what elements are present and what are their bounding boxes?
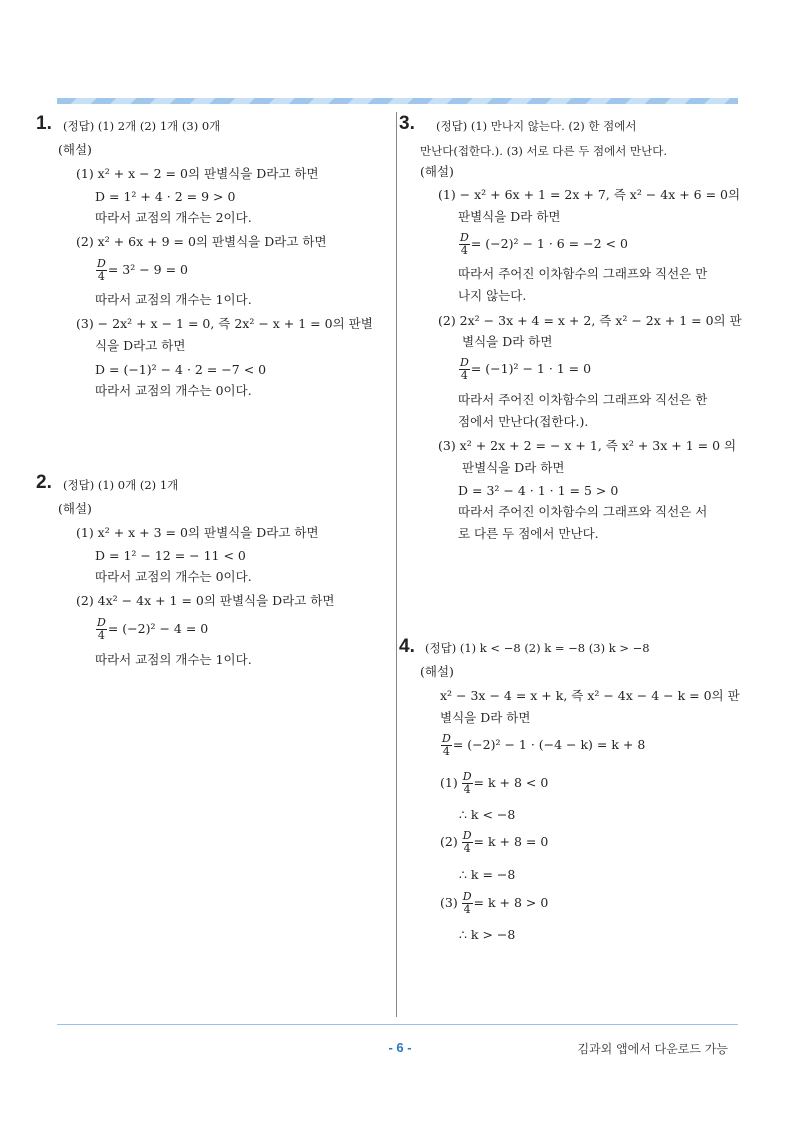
solution-line: 따라서 교점의 개수는 2이다. <box>95 210 252 225</box>
solution-line: 따라서 교점의 개수는 1이다. <box>95 292 252 307</box>
solution-label: (해설) <box>420 164 454 179</box>
solution-line: D = 1² − 12 = − 11 < 0 <box>95 548 246 563</box>
fraction-equation: (3) $\frac{D}{4}$ = k + 8 > 0 <box>440 890 549 916</box>
solution-line: 따라서 교점의 개수는 0이다. <box>95 569 252 584</box>
solution-line: 별식을 D라 하면 <box>462 334 553 349</box>
fraction: $\frac{D}{4}$ <box>97 616 106 642</box>
answer-line: 만난다(접한다.). (3) 서로 다른 두 점에서 만난다. <box>420 144 668 158</box>
solution-line: (1) x² + x − 2 = 0의 판별식을 D라고 하면 <box>76 166 319 181</box>
solution-label: (해설) <box>420 664 454 679</box>
solution-line: 판별식을 D라 하면 <box>458 209 561 224</box>
solution-line: 나지 않는다. <box>458 288 527 303</box>
solution-line: D = (−1)² − 4 · 2 = −7 < 0 <box>95 362 267 377</box>
solution-line: 따라서 주어진 이차함수의 그래프와 직선은 만 <box>458 266 708 281</box>
solution-line: ∴ k > −8 <box>459 927 516 942</box>
solution-line: ∴ k = −8 <box>459 867 516 882</box>
answer-line: (정답) (1) 0개 (2) 1개 <box>63 478 179 492</box>
solution-line: 따라서 교점의 개수는 0이다. <box>95 383 252 398</box>
fraction-equation: $\frac{D}{4}$ = (−2)² − 1 · 6 = −2 < 0 <box>460 231 628 257</box>
solution-line: ∴ k < −8 <box>459 807 516 822</box>
page-number: - 6 - <box>388 1040 412 1055</box>
solution-line: 별식을 D라 하면 <box>440 710 531 725</box>
header-stripe <box>57 98 738 104</box>
solution-line: 따라서 주어진 이차함수의 그래프와 직선은 서 <box>458 504 708 519</box>
problem-number: 1. <box>36 113 52 134</box>
solution-line: (2) 2x² − 3x + 4 = x + 2, 즉 x² − 2x + 1 = 0의 판 <box>438 313 742 328</box>
solution-label: (해설) <box>58 142 92 157</box>
solution-line: 로 다른 두 점에서 만난다. <box>458 526 599 541</box>
solution-line: 따라서 교점의 개수는 1이다. <box>95 652 252 667</box>
problem-number: 4. <box>399 636 415 657</box>
footer-app-text: 김과외 앱에서 다운로드 가능 <box>577 1042 728 1056</box>
answer-line: (정답) (1) 만나지 않는다. (2) 한 점에서 <box>436 119 637 133</box>
solution-line: (1) − x² + 6x + 1 = 2x + 7, 즉 x² − 4x + 6 = 0의 <box>438 187 741 202</box>
fraction: $\frac{D}{4}$ <box>460 356 469 382</box>
solution-line: D = 1² + 4 · 2 = 9 > 0 <box>95 189 236 204</box>
solution-line: (3) x² + 2x + 2 = − x + 1, 즉 x² + 3x + 1 = 0 의 <box>438 438 737 453</box>
problem-number: 2. <box>36 472 52 493</box>
fraction-equation: $\frac{D}{4}$ = (−2)² − 1 · (−4 − k) = k + 8 <box>442 732 646 758</box>
footer-line <box>57 1024 738 1025</box>
fraction: $\frac{D}{4}$ <box>97 257 106 283</box>
fraction: $\frac{D}{4}$ <box>462 770 472 796</box>
fraction: $\frac{D}{4}$ <box>462 829 472 855</box>
solution-line: 따라서 주어진 이차함수의 그래프와 직선은 한 <box>458 392 708 407</box>
solution-line: x² − 3x − 4 = x + k, 즉 x² − 4x − 4 − k = 0의 판 <box>440 688 740 703</box>
solution-line: (2) x² + 6x + 9 = 0의 판별식을 D라고 하면 <box>76 234 327 249</box>
column-divider <box>396 112 397 1017</box>
solution-label: (해설) <box>58 501 92 516</box>
solution-line: (3) − 2x² + x − 1 = 0, 즉 2x² − x + 1 = 0의 판별 <box>76 316 373 331</box>
solution-line: 판별식을 D라 하면 <box>462 460 565 475</box>
solution-line: D = 3² − 4 · 1 · 1 = 5 > 0 <box>458 483 619 498</box>
fraction-equation: (1) $\frac{D}{4}$ = k + 8 < 0 <box>440 770 549 796</box>
fraction: $\frac{D}{4}$ <box>442 732 451 758</box>
fraction-equation: $\frac{D}{4}$ = (−1)² − 1 · 1 = 0 <box>460 356 592 382</box>
fraction-equation: $\frac{D}{4}$ = (−2)² − 4 = 0 <box>97 616 209 642</box>
fraction-equation: (2) $\frac{D}{4}$ = k + 8 = 0 <box>440 829 549 855</box>
problem-number: 3. <box>399 113 415 134</box>
fraction: $\frac{D}{4}$ <box>460 231 469 257</box>
solution-line: (2) 4x² − 4x + 1 = 0의 판별식을 D라고 하면 <box>76 593 335 608</box>
fraction: $\frac{D}{4}$ <box>462 890 472 916</box>
fraction-equation: $\frac{D}{4}$ = 3² − 9 = 0 <box>97 257 188 283</box>
answer-line: (정답) (1) k < −8 (2) k = −8 (3) k > −8 <box>425 641 650 655</box>
answer-line: (정답) (1) 2개 (2) 1개 (3) 0개 <box>63 119 221 133</box>
solution-line: 점에서 만난다(접한다.). <box>458 414 589 429</box>
solution-line: 식을 D라고 하면 <box>95 338 186 353</box>
solution-line: (1) x² + x + 3 = 0의 판별식을 D라고 하면 <box>76 525 319 540</box>
